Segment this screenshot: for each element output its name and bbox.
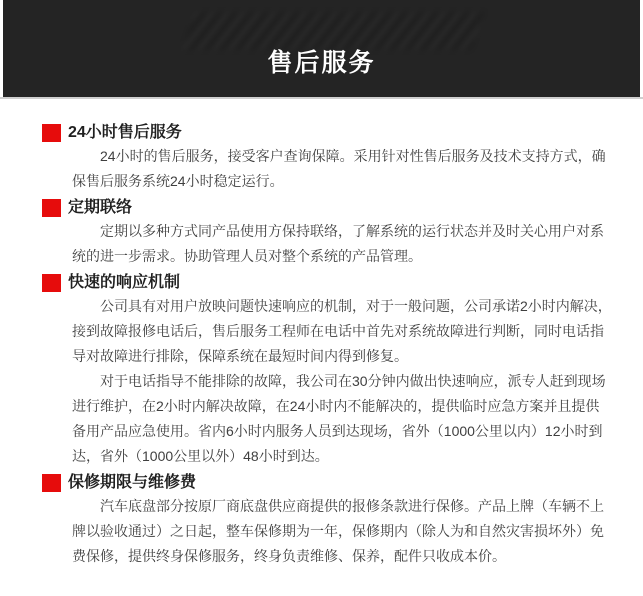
section-heading-row [42, 273, 613, 292]
red-square-bullet-icon [42, 124, 61, 142]
red-square-bullet-icon [42, 474, 61, 492]
section-paragraph: 汽车底盘部分按原厂商底盘供应商提供的报修条款进行保修。产品上牌（车辆不上牌以验收通过）之日起，整车保修期为一年，保修期内（除人为和自然灾害损坏外）免费保修，提供终身保修服务，终身负责维修、保养，配件只收成本价。 [72, 498, 604, 564]
service-section [42, 473, 613, 569]
section-heading-row [42, 123, 613, 142]
service-section [42, 198, 613, 269]
red-square-bullet-icon [42, 274, 61, 292]
red-square-bullet-icon [42, 199, 61, 217]
service-section [42, 123, 613, 194]
section-heading: 快速的响应机制 [68, 274, 181, 291]
section-heading: 24小时售后服务 [68, 124, 182, 141]
section-paragraph: 对于电话指导不能排除的故障，我公司在30分钟内做出快速响应，派专人赶到现场进行维护，在2小时内解决故障，在24小时内不能解决的，提供临时应急方案并且提供备用产品应急使用。省内6小时内服务人员到达现场，省外（1000公里以内）12小时到达，省外（1000公里以外）48小时到达。 [72, 373, 606, 464]
section-paragraph: 定期以多种方式同产品使用方保持联络，了解系统的运行状态并及时关心用户对系统的进一步需求。协助管理人员对整个系统的产品管理。 [72, 223, 604, 264]
section-heading: 保修期限与维修费 [68, 474, 197, 491]
section-heading-row [42, 198, 613, 217]
header-band [3, 0, 640, 97]
service-section [42, 273, 613, 469]
section-paragraph: 24小时的售后服务，接受客户查询保障。采用针对性售后服务及技术支持方式，确保售后服务系统24小时稳定运行。 [72, 148, 606, 189]
page-title: 售后服务 [267, 48, 376, 77]
section-paragraph: 公司具有对用户放映问题快速响应的机制，对于一般问题，公司承诺2小时内解决，接到故障报修电话后，售后服务工程师在电话中首先对系统故障进行判断，同时电话指导对故障进行排除，保障系统在最短时间内得到修复。 [72, 298, 612, 364]
content [0, 99, 643, 569]
section-heading: 定期联络 [68, 199, 133, 216]
section-heading-row [42, 473, 613, 492]
